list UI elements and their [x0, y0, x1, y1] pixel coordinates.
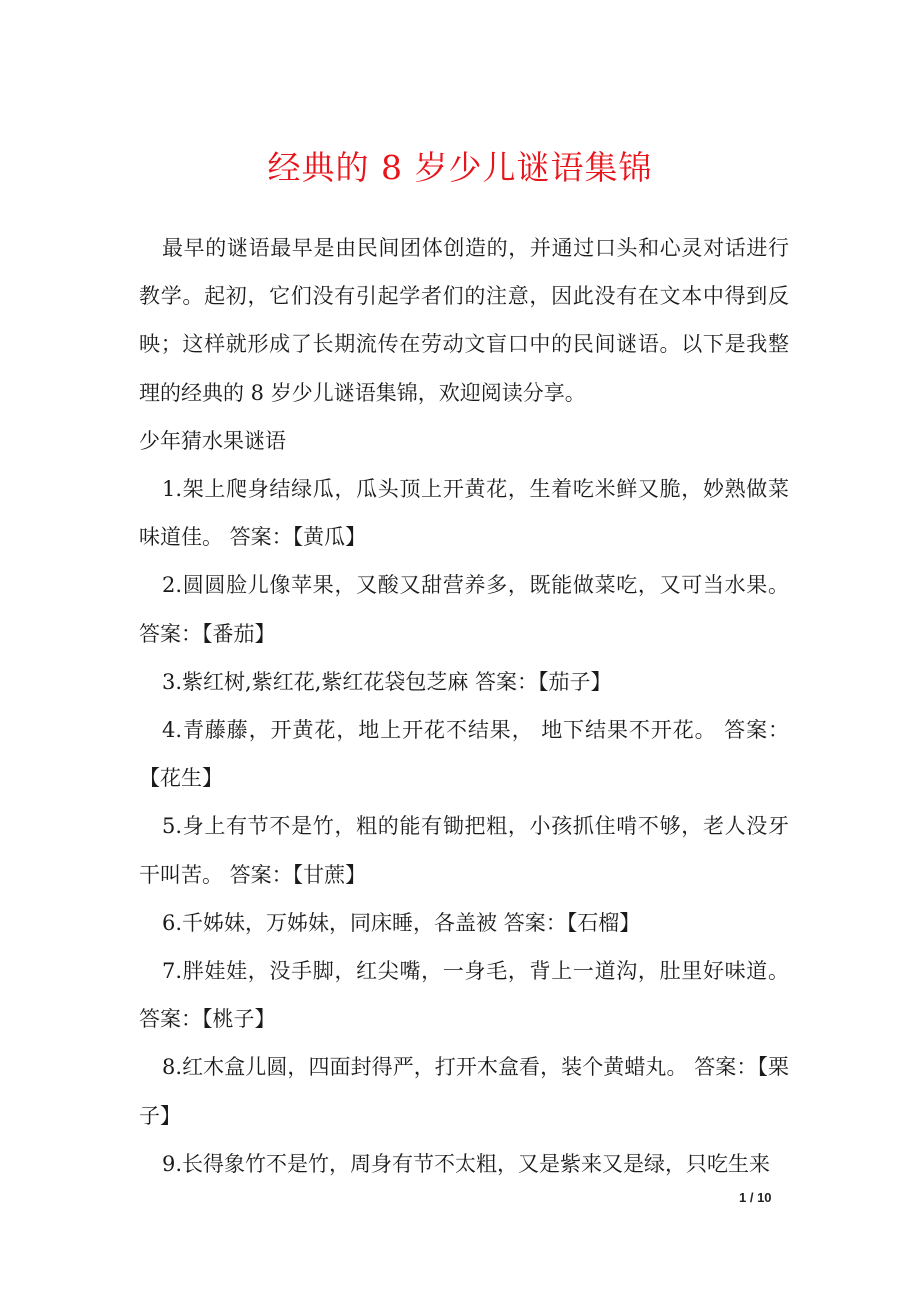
riddle-item: 8.红木盒儿圆，四面封得严，打开木盒看，装个黄蜡丸。 答案：【栗子】: [139, 1055, 789, 1128]
intro-paragraph: 最早的谜语最早是由民间团体创造的，并通过口头和心灵对话进行教学。起初，它们没有引起学者们的注意，因此没有在文本中得到反映；这样就形成了长期流传在劳动文盲口中的民间谜语。以下是我整理的经典的 8 岁少儿谜语集锦，欢迎阅读分享。: [139, 236, 789, 405]
riddle-item: 4.青藤藤，开黄花，地上开花不结果， 地下结果不开花。 答案：【花生】: [139, 718, 789, 791]
riddle-item: 5.身上有节不是竹，粗的能有锄把粗，小孩抓住啃不够，老人没牙干叫苦。 答案：【甘蔗】: [139, 814, 789, 887]
document-body: [139, 224, 789, 1188]
document-title: 经典的 8 岁少儿谜语集锦: [267, 148, 653, 187]
riddle-item: 3.紫红树,紫红花,紫红花袋包芝麻 答案：【茄子】: [162, 669, 612, 694]
riddle-item: 1.架上爬身结绿瓜，瓜头顶上开黄花，生着吃米鲜又脆，妙熟做菜味道佳。 答案：【黄瓜】: [139, 477, 789, 550]
page-number: 1 / 10: [739, 1190, 772, 1205]
riddle-item: 6.千姊妹，万姊妹，同床睡，各盖被 答案：【石榴】: [162, 910, 641, 935]
riddle-item: 9.长得象竹不是竹，周身有节不太粗，又是紫来又是绿，只吃生来: [162, 1151, 771, 1176]
riddle-item: 2.圆圆脸儿像苹果，又酸又甜营养多，既能做菜吃，又可当水果。答案：【番茄】: [139, 573, 789, 646]
riddle-item: 7.胖娃娃，没手脚，红尖嘴，一身毛，背上一道沟，肚里好味道。答案：【桃子】: [139, 959, 789, 1032]
section-heading: 少年猜水果谜语: [139, 428, 286, 453]
